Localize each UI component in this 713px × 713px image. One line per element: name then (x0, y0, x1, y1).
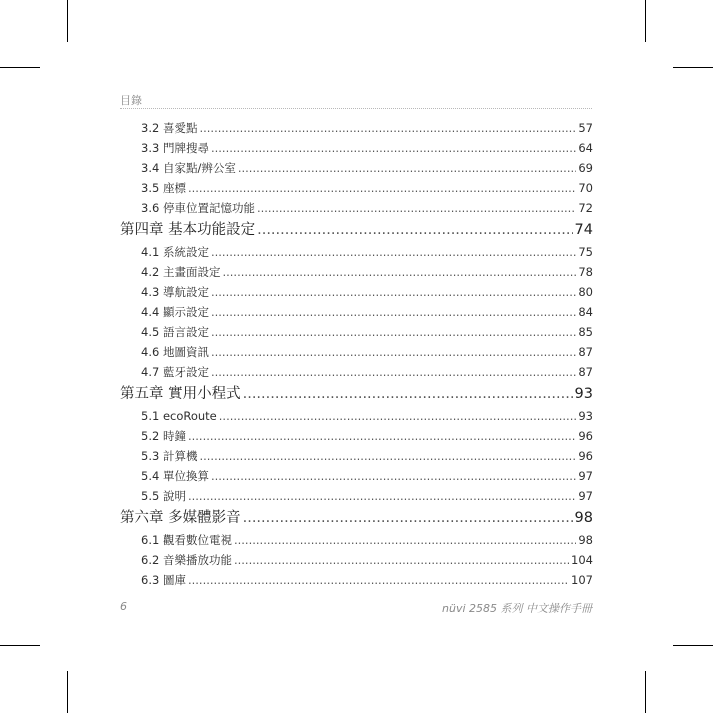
toc-entry-page: 70 (578, 181, 593, 195)
dot-leader (188, 570, 569, 590)
toc-entry-page: 80 (578, 285, 593, 299)
dot-leader (243, 382, 573, 406)
dot-leader (211, 138, 576, 158)
toc-entry-label: 第六章 多媒體影音 (120, 510, 241, 526)
header-divider (120, 108, 592, 109)
toc-entry-page: 96 (578, 429, 593, 443)
toc-entry-page: 72 (578, 201, 593, 215)
crop-mark-top-right (645, 0, 646, 42)
toc-section-entry[interactable] (120, 530, 593, 550)
dot-leader (219, 406, 577, 426)
toc-entry-page: 98 (578, 533, 593, 547)
dot-leader (211, 302, 576, 322)
toc-section-entry[interactable] (120, 406, 593, 426)
manual-title: nüvi 2585 系列 中文操作手冊 (442, 602, 592, 615)
toc-section-entry[interactable] (120, 242, 593, 262)
toc-entry-page: 64 (578, 141, 593, 155)
dot-leader (211, 342, 576, 362)
toc-entry-label: 3.2 喜愛點 (141, 121, 198, 135)
dot-leader (211, 242, 576, 262)
toc-entry-page: 85 (578, 325, 593, 339)
crop-mark-bottom-left (67, 671, 68, 713)
toc-section-entry[interactable] (120, 446, 593, 466)
toc-entry-page: 75 (578, 245, 593, 259)
dot-leader (211, 362, 576, 382)
dot-leader (211, 466, 576, 486)
toc-section-entry[interactable] (120, 262, 593, 282)
toc-section-entry[interactable] (120, 322, 593, 342)
toc-entry-label: 4.5 語言設定 (141, 325, 209, 339)
dot-leader (188, 178, 576, 198)
dot-leader (234, 530, 576, 550)
toc-section-entry[interactable] (120, 118, 593, 138)
crop-mark-right-bottom (673, 645, 713, 646)
dot-leader (257, 198, 576, 218)
toc-entry-label: 5.1 ecoRoute (141, 409, 217, 423)
toc-section-entry[interactable] (120, 302, 593, 322)
toc-section-entry[interactable] (120, 426, 593, 446)
dot-leader (211, 282, 576, 302)
toc-entry-page: 87 (578, 345, 593, 359)
toc-entry-page: 57 (578, 121, 593, 135)
toc-entry-label: 3.6 停車位置記憶功能 (141, 201, 255, 215)
dot-leader (238, 158, 577, 178)
toc-entry-label: 4.2 主畫面設定 (141, 265, 221, 279)
page-number: 6 (120, 600, 127, 613)
toc-entry-label: 5.5 說明 (141, 489, 186, 503)
toc-entry-label: 3.5 座標 (141, 181, 186, 195)
toc-section-entry[interactable] (120, 138, 593, 158)
dot-leader (222, 262, 576, 282)
dot-leader (234, 550, 569, 570)
crop-mark-top-left (67, 0, 68, 42)
toc-entry-page: 93 (578, 409, 593, 423)
dot-leader (188, 426, 576, 446)
toc-chapter-entry[interactable] (120, 218, 593, 242)
toc-section-entry[interactable] (120, 178, 593, 198)
toc-entry-page: 78 (578, 265, 593, 279)
toc-entry-label: 第四章 基本功能設定 (120, 222, 256, 238)
dot-leader (257, 218, 572, 242)
dot-leader (199, 118, 576, 138)
toc-section-entry[interactable] (120, 570, 593, 590)
toc-chapter-entry[interactable] (120, 382, 593, 406)
toc-entry-page: 69 (578, 161, 593, 175)
toc-entry-label: 3.3 門牌搜尋 (141, 141, 209, 155)
toc-entry-page: 96 (578, 449, 593, 463)
dot-leader (211, 322, 576, 342)
table-of-contents (120, 118, 593, 590)
toc-entry-page: 97 (578, 469, 593, 483)
dot-leader (199, 446, 576, 466)
toc-section-entry[interactable] (120, 158, 593, 178)
toc-entry-label: 6.2 音樂播放功能 (141, 553, 232, 567)
dot-leader (243, 506, 573, 530)
toc-entry-page: 74 (574, 222, 593, 238)
toc-section-entry[interactable] (120, 342, 593, 362)
toc-entry-label: 6.3 圖庫 (141, 573, 186, 587)
toc-entry-page: 107 (571, 573, 593, 587)
toc-chapter-entry[interactable] (120, 506, 593, 530)
toc-entry-label: 第五章 實用小程式 (120, 386, 241, 402)
toc-entry-page: 97 (578, 489, 593, 503)
toc-entry-label: 4.3 導航設定 (141, 285, 209, 299)
toc-section-entry[interactable] (120, 282, 593, 302)
toc-section-entry[interactable] (120, 362, 593, 382)
toc-entry-label: 4.4 顯示設定 (141, 305, 209, 319)
toc-entry-label: 4.1 系統設定 (141, 245, 209, 259)
toc-entry-label: 5.3 計算機 (141, 449, 198, 463)
toc-entry-label: 4.7 藍牙設定 (141, 365, 209, 379)
crop-mark-left-bottom (0, 645, 40, 646)
toc-section-entry[interactable] (120, 198, 593, 218)
toc-entry-label: 3.4 自家點/辨公室 (141, 161, 236, 175)
toc-entry-page: 84 (578, 305, 593, 319)
toc-section-entry[interactable] (120, 466, 593, 486)
crop-mark-bottom-right (645, 671, 646, 713)
crop-mark-right-top (673, 67, 713, 68)
toc-entry-label: 4.6 地圖資訊 (141, 345, 209, 359)
toc-section-entry[interactable] (120, 486, 593, 506)
dot-leader (188, 486, 576, 506)
toc-section-entry[interactable] (120, 550, 593, 570)
crop-mark-left-top (0, 67, 40, 68)
toc-entry-page: 98 (574, 510, 593, 526)
toc-entry-page: 87 (578, 365, 593, 379)
toc-entry-label: 6.1 觀看數位電視 (141, 533, 232, 547)
toc-entry-page: 93 (574, 386, 593, 402)
running-header: 目錄 (120, 94, 142, 107)
toc-entry-label: 5.2 時鐘 (141, 429, 186, 443)
toc-entry-label: 5.4 單位換算 (141, 469, 209, 483)
toc-entry-page: 104 (571, 553, 593, 567)
